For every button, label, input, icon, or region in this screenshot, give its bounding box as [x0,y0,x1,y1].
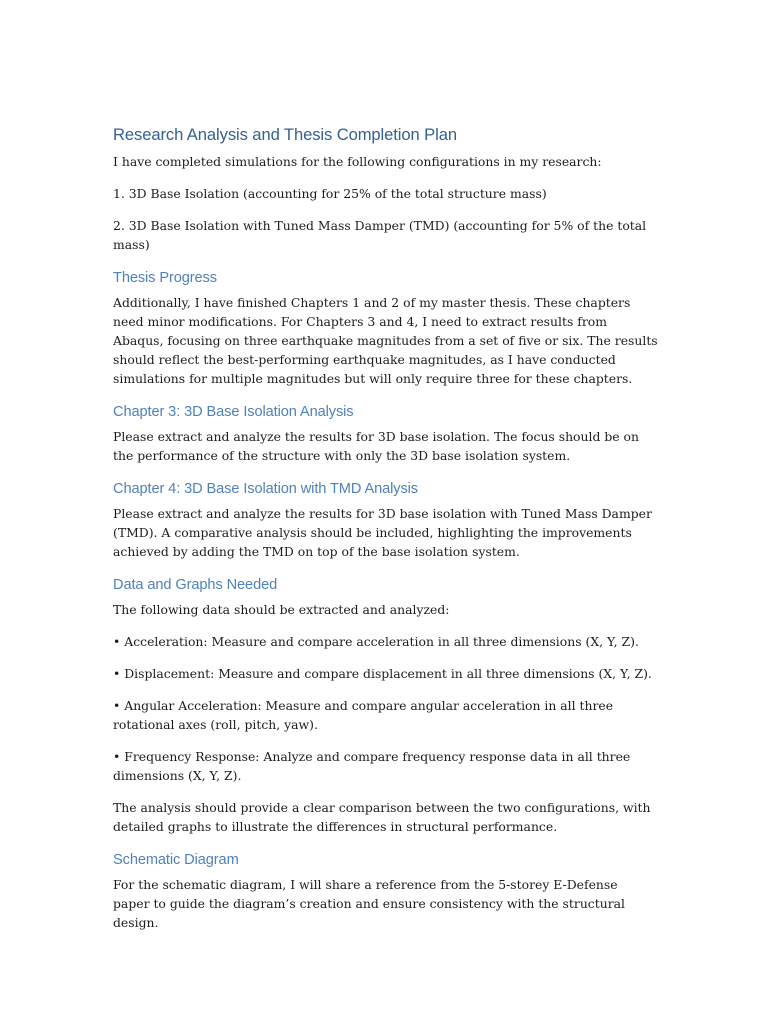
config-item-1: 1. 3D Base Isolation (accounting for 25% of the total structure mass) [113,186,547,201]
bullet-angular-acceleration: • Angular Acceleration: Measure and compare angular acceleration in all three rotational axes (roll, pitch, yaw). [113,698,614,732]
config-item-2: 2. 3D Base Isolation with Tuned Mass Damper (TMD) (accounting for 5% of the total mass) [113,218,647,252]
analysis-summary-paragraph: The analysis should provide a clear comparison between the two configurations, with detailed graphs to illustrate the differences in structural performance. [113,800,651,834]
heading-chapter-3: Chapter 3: 3D Base Isolation Analysis [113,404,354,420]
intro-paragraph: I have completed simulations for the following configurations in my research: [113,154,602,169]
bullet-displacement: • Displacement: Measure and compare displacement in all three dimensions (X, Y, Z). [113,666,652,681]
schematic-paragraph: For the schematic diagram, I will share a reference from the 5-storey E-Defense paper to guide the diagram’s creation and ensure consistency with the structural design. [113,877,625,930]
thesis-progress-paragraph: Additionally, I have finished Chapters 1 and 2 of my master thesis. These chapters need minor modifications. For Chapters 3 and 4, I need to extract results from Abaqus, focusing on three earthquake magnitudes from a set of five or six. The results should reflect the best-performing earthquake magnitudes, as I have conducted simulations for multiple magnitudes but will only require three for these chapters. [113,295,658,386]
document-page [113,124,658,945]
document-title: Research Analysis and Thesis Completion Plan [113,125,457,144]
bullet-acceleration: • Acceleration: Measure and compare acceleration in all three dimensions (X, Y, Z). [113,634,639,649]
data-intro-paragraph: The following data should be extracted and analyzed: [113,602,450,617]
heading-thesis-progress: Thesis Progress [113,270,217,286]
bullet-frequency-response: • Frequency Response: Analyze and compare frequency response data in all three dimensions (X, Y, Z). [113,749,631,783]
chapter-3-paragraph: Please extract and analyze the results for 3D base isolation. The focus should be on the performance of the structure with only the 3D base isolation system. [113,429,639,463]
chapter-4-paragraph: Please extract and analyze the results for 3D base isolation with Tuned Mass Damper (TMD). A comparative analysis should be included, highlighting the improvements achieved by adding the TMD on top of the base isolation system. [113,506,652,559]
heading-chapter-4: Chapter 4: 3D Base Isolation with TMD Analysis [113,481,418,497]
heading-data-graphs: Data and Graphs Needed [113,577,278,593]
heading-schematic-diagram: Schematic Diagram [113,852,239,868]
